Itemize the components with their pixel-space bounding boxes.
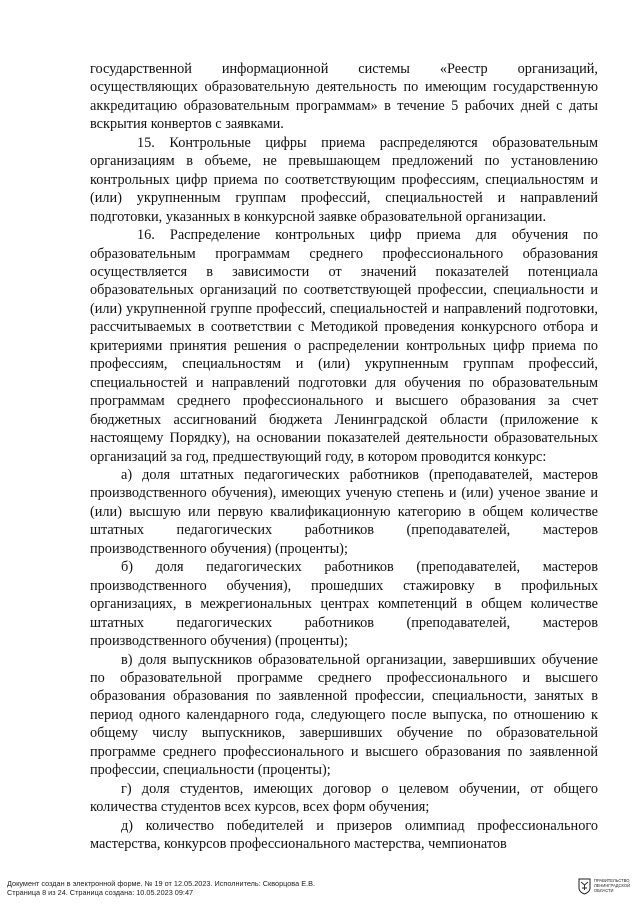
document-body [90, 60, 598, 853]
paragraph-15: 15. Контрольные цифры приема распределяются образовательным организациям в объеме, не превышающем предложений по установлению контрольных цифр приема по соответствующим профессиям, специальностям и (или) укрупненным группам профессий, специальностей и направлений подготовки, указанных в конкурсной заявке образовательной организации. [90, 134, 598, 225]
page-footer [0, 872, 640, 905]
paragraph-continuation: государственной информационной системы «Реестр организаций, осуществляющих образовательную деятельность по имеющим государственную аккредитацию образовательным программам» в течение 5 рабочих дней с даты вскрытия конвертов с заявками. [90, 61, 598, 133]
logo-line-1: ПРАВИТЕЛЬСТВО [594, 878, 630, 883]
footer-page-line: Страница 8 из 24. Страница создана: 10.05.2023 09:47 [7, 888, 194, 897]
government-logo [578, 877, 638, 899]
list-item-b: б) доля педагогических работников (преподавателей, мастеров производственного обучения), прошедших стажировку в профильных организациях, в межрегиональных центрах компетенций в общем количестве штатных педагогических работников (преподавателей, мастеров производственного обучения) (проценты); [90, 559, 598, 650]
list-item-a: а) доля штатных педагогических работников (преподавателей, мастеров производственного обучения), имеющих ученую степень и (или) ученое звание и (или) высшую или первую квалификационную категорию в общем количестве штатных педагогических работников (преподавателей, мастеров производственного обучения) (проценты); [90, 466, 598, 557]
logo-caption [594, 878, 630, 893]
paragraph-16: 16. Распределение контрольных цифр приема для обучения по образовательным программам среднего профессионального образования осуществляется в зависимости от значений показателей потенциала образовательных организаций по соответствующей профессии, специальности и (или) укрупненной группе профессий, специальностей и направлений подготовки, рассчитываемых в соответствии с Методикой проведения конкурсного отбора и критериями принятия решения о распределении контрольных цифр приема по профессиям, специальностям и (или) укрупненным группам профессий, специальностей и направлений подготовки для обучения по образовательным программам среднего профессионального и высшего образования за счет бюджетных ассигнований бюджета Ленинградской области (приложение к настоящему Порядку), на основании показателей деятельности образовательных организаций за год, предшествующий году, в котором проводится конкурс: [90, 227, 598, 465]
coat-of-arms-icon [578, 878, 591, 895]
footer-info [7, 879, 567, 897]
list-item-g: г) доля студентов, имеющих договор о целевом обучении, от общего количества студентов всех курсов, всех форм обучения; [90, 780, 598, 816]
logo-line-2: ЛЕНИНГРАДСКОЙ [594, 883, 631, 888]
logo-line-3: ОБЛАСТИ [594, 888, 614, 893]
list-item-v: в) доля выпускников образовательной организации, завершивших обучение по образовательной программе среднего профессионального и высшего образования образования по заявленной профессии, специальности, занятых в период одного календарного года, следующего после выпуска, по отношению к общему числу выпускников, завершивших обучение по образовательной программе среднего профессионального и высшего образования по заявленной профессии, специальности (проценты); [90, 651, 598, 779]
list-item-d: д) количество победителей и призеров олимпиад профессионального мастерства, конкурсов профессионального мастерства, чемпионатов [90, 817, 598, 853]
footer-document-line: Документ создан в электронной форме. № 19 от 12.05.2023. Исполнитель: Скворцова Е.В. [7, 879, 315, 888]
